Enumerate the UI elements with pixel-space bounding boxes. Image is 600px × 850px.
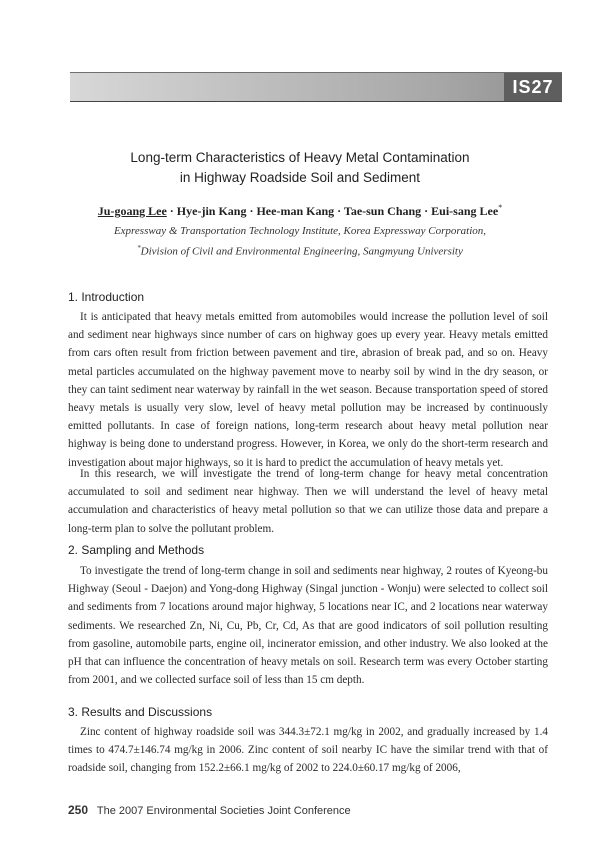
affiliation-mark: * (137, 244, 141, 252)
header-rule (70, 101, 562, 102)
section-heading-results: 3. Results and Discussions (68, 705, 213, 719)
page-number: 250 (68, 803, 89, 817)
results-paragraph-1: Zinc content of highway roadside soil was 344.3±72.1 mg/kg in 2002, and gradually increased by 1.4 times to 474.7±146.74 mg/kg in 2006. Zinc content of soil nearby IC have the similar trend with that of roadside soil, changing from 152.2±66.1 mg/kg of 2002 to 224.0±60.17 mg/kg of 2006, (68, 726, 548, 775)
methods-paragraph-1: To investigate the trend of long-term change in soil and sediments near highway, 2 routes of Kyeong-bu Highway (Seoul - Daejon) and Yong-dong Highway (Singal junction - Wonju) were selected to collect soil and sediments from 7 locations around major highway, 5 locations near IC, and 2 locations near waterway sediments. We researched Zn, Ni, Cu, Pb, Cr, Cd, As that are good indicators of soil pollution resulting from gasoline, automobile parts, engine oil, incinerator emission, and other industry. We also looked at the pH that can influence the concentration of heavy metals on soil. Research term was every October starting from 2001, and we collected surface soil of less than 15 cm depth. (68, 565, 548, 687)
header-band (70, 72, 562, 102)
author-mark: * (498, 203, 503, 212)
section-heading-introduction: 1. Introduction (68, 290, 145, 304)
session-code: IS27 (504, 73, 562, 101)
first-author: Ju-goang Lee (97, 204, 167, 218)
affiliations (70, 223, 530, 261)
page-footer (68, 803, 351, 817)
intro-paragraph-2: In this research, we will investigate the trend of long-term change for heavy metal concentration accumulated to soil and sediment near highway. Then we will understand the level of heavy metal accumulation and characteristics of heavy metal pollution so that we can utilize those data and prepare a long-term plan to solve the pollutant problem. (68, 468, 548, 535)
paper-title (70, 148, 530, 188)
title-line-1: Long-term Characteristics of Heavy Metal Contamination (130, 150, 470, 165)
affiliation-line-2: *Division of Civil and Environmental Engineering, Sangmyung University (137, 244, 463, 258)
intro-paragraph-1: It is anticipated that heavy metals emitted from automobiles would increase the pollution level of soil and sediment near highways since number of cars on highway goes up every year. Heavy metals emitted from cars often result from friction between pavement and tire, abrasion of break pad, and so on. Heavy metal particles accumulated on the highway pavement move to nearby soil by wind in the dry season, or they can taint sediment near waterway by rainfall in the wet season. Because transportation speed of stored heavy metals is usually very slow, level of heavy metal pollution may be increased by continuously emitted pollutants. In case of foreign nations, long-term research about heavy metal pollution near highway is being done to understand progress. However, in Korea, we only do the short-term research and investigation about major highways, so it is hard to predict the accumulation of heavy metals yet. (68, 311, 548, 469)
other-authors: · Hye-jin Kang · Hee-man Kang · Tae-sun Chang · Eui-sang Lee (166, 204, 499, 218)
title-line-2: in Highway Roadside Soil and Sediment (179, 170, 421, 185)
author-list (70, 203, 530, 219)
affiliation-line-1: Expressway & Transportation Technology Institute, Korea Expressway Corporation, (113, 225, 487, 237)
conference-name: The 2007 Environmental Societies Joint Conference (96, 805, 351, 817)
section-heading-methods: 2. Sampling and Methods (68, 543, 205, 557)
